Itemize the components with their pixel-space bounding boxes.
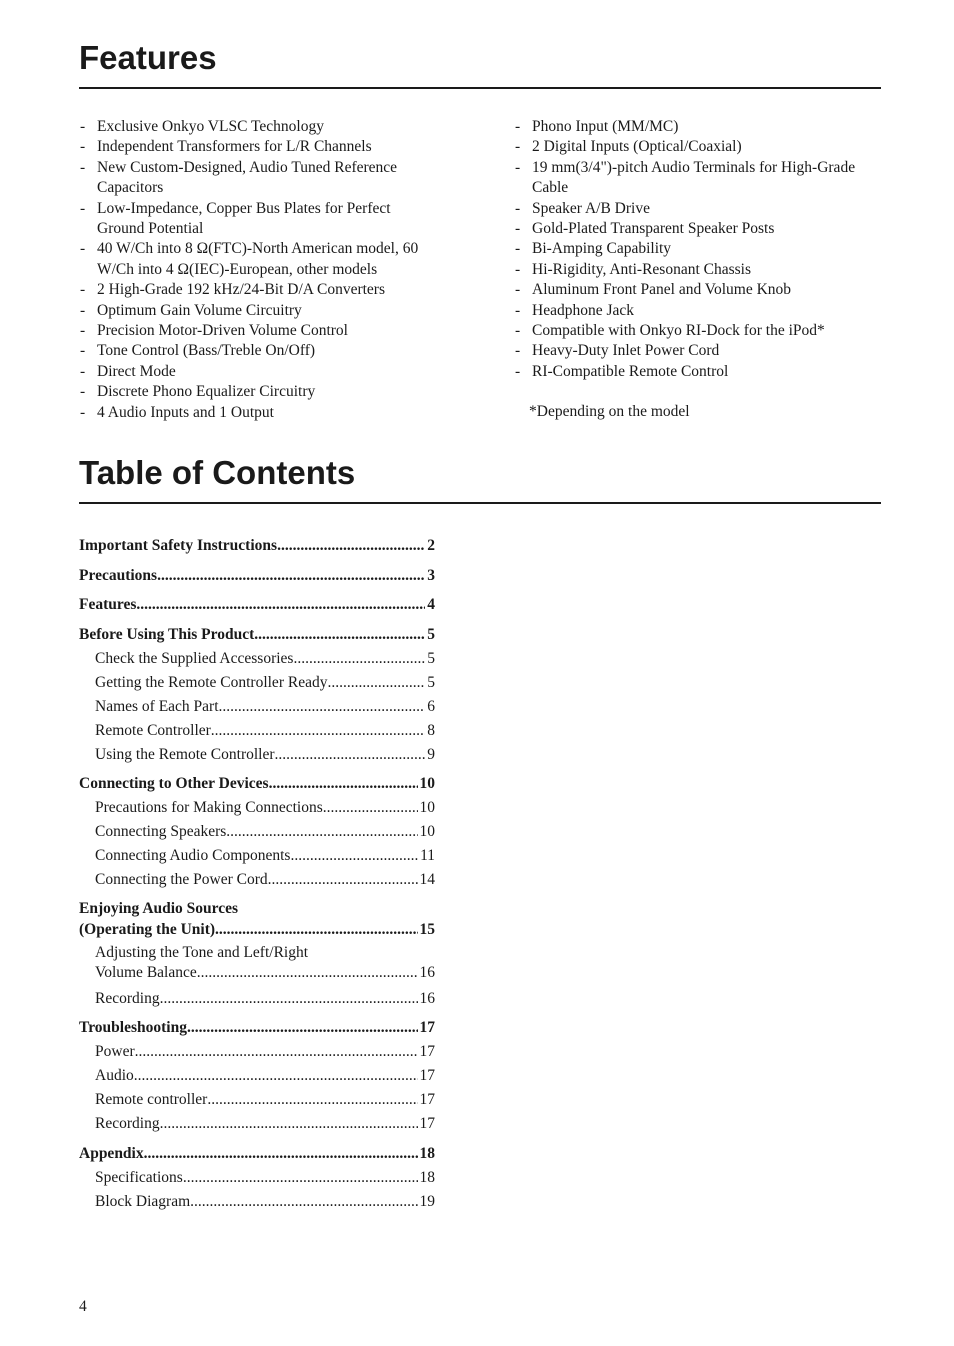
toc-page-number: 18 (419, 1168, 435, 1186)
toc-entry-row (95, 695, 435, 719)
toc-dot-leader (135, 1040, 418, 1064)
toc-page-number: 14 (419, 871, 435, 888)
feature-item: - Tone Control (Bass/Treble On/Off) (79, 341, 439, 361)
toc-subsection[interactable] (79, 1112, 435, 1136)
toc-entry-title: Before Using This Product (79, 625, 255, 643)
toc-page-number: 2 (427, 537, 435, 554)
toc-dot-leader (187, 1016, 418, 1040)
toc-entry-row (95, 671, 435, 695)
toc-entry-title: Volume Balance (95, 963, 197, 981)
feature-item: - Headphone Jack (514, 301, 884, 321)
toc-dot-leader (226, 820, 417, 844)
toc-page-number: 16 (419, 989, 435, 1007)
toc-entry-row (95, 868, 435, 892)
toc-section[interactable] (79, 772, 435, 796)
feature-item: - Exclusive Onkyo VLSC Technology (79, 117, 439, 137)
features-heading-rule (79, 87, 881, 89)
toc-section-group (79, 564, 435, 588)
toc-section-group (79, 772, 435, 892)
toc-section-group (79, 898, 435, 1011)
toc-dot-leader (268, 868, 418, 892)
toc-dot-leader (215, 919, 417, 940)
toc-subsection[interactable] (79, 1190, 435, 1214)
toc-entry-title: Connecting the Power Cord (95, 871, 268, 888)
toc-dot-leader (160, 1112, 418, 1136)
toc-entry-row (95, 987, 435, 1011)
toc-page-number: 17 (419, 1115, 435, 1132)
toc-page-number: 16 (419, 963, 435, 981)
toc-page-number: 9 (427, 745, 435, 763)
toc-page-number: 10 (419, 799, 435, 816)
toc-subsection[interactable] (79, 1064, 435, 1088)
toc-section-group (79, 534, 435, 558)
toc-dot-leader (190, 1190, 417, 1214)
toc-entry-row (79, 772, 435, 796)
toc-entry-title: Remote Controller (95, 721, 211, 739)
toc-entry-title: Important Safety Instructions (79, 537, 278, 554)
toc-page-number: 5 (427, 625, 435, 643)
toc-entry-row (79, 593, 435, 617)
toc-entry-row (95, 844, 435, 868)
toc-dot-leader (254, 623, 425, 647)
toc-page-number: 6 (427, 697, 435, 715)
toc-section-group (79, 623, 435, 767)
toc-entry-title: Precautions (79, 566, 158, 584)
toc-dot-leader (197, 963, 418, 983)
toc-page-number: 17 (419, 1067, 435, 1084)
toc-page-number: 17 (419, 1019, 435, 1036)
feature-item: - Optimum Gain Volume Circuitry (79, 301, 439, 321)
toc-heading-rule (79, 502, 881, 504)
toc-subsection[interactable] (79, 820, 435, 844)
toc-entry-title: Audio (95, 1067, 134, 1084)
toc-entry-title: Recording (95, 1115, 160, 1132)
toc-section[interactable] (79, 1016, 435, 1040)
toc-dot-leader (136, 593, 425, 617)
features-heading: Features (79, 39, 217, 76)
toc-section[interactable] (79, 623, 435, 647)
toc-section[interactable] (79, 1142, 435, 1166)
feature-item: - Phono Input (MM/MC) (514, 117, 884, 137)
toc-subsection[interactable] (79, 647, 435, 671)
toc-page-number: 5 (427, 649, 435, 667)
feature-item: - RI-Compatible Remote Control (514, 362, 884, 382)
toc-entry-title: Recording (95, 989, 160, 1007)
toc-page-number: 17 (419, 1091, 435, 1108)
toc-page-number: 4 (427, 596, 435, 613)
toc-heading: Table of Contents (79, 454, 356, 491)
toc-dot-leader (207, 1088, 417, 1112)
feature-item: - 2 High-Grade 192 kHz/24-Bit D/A Converters (79, 280, 439, 300)
toc-subsection[interactable] (79, 1166, 435, 1190)
feature-item: - Independent Transformers for L/R Channels (79, 137, 439, 157)
feature-item: - Hi-Rigidity, Anti-Resonant Chassis (514, 260, 884, 280)
toc-subsection[interactable] (79, 1040, 435, 1064)
toc-subsection[interactable] (79, 743, 435, 767)
toc-subsection[interactable] (79, 987, 435, 1011)
feature-item: - Gold-Plated Transparent Speaker Posts (514, 219, 884, 239)
toc-entry-title: Power (95, 1043, 135, 1060)
toc-entry-row (95, 1040, 435, 1064)
toc-entry-title: Appendix (79, 1144, 144, 1162)
toc-entry-row (95, 743, 435, 767)
toc-dot-leader (144, 1142, 418, 1166)
toc-entry-title: Names of Each Part (95, 697, 219, 715)
toc-dot-leader (293, 647, 425, 671)
toc-entry-row (95, 719, 435, 743)
toc-entry-title: Connecting Speakers (95, 823, 227, 840)
toc-section[interactable] (79, 898, 435, 940)
toc-dot-leader (160, 987, 418, 1011)
toc-entry-row (79, 1142, 435, 1166)
features-footnote: *Depending on the model (529, 403, 690, 420)
toc-entry-title: Troubleshooting (79, 1019, 187, 1036)
feature-item: - Discrete Phono Equalizer Circuitry (79, 382, 439, 402)
toc-section-group (79, 1016, 435, 1136)
feature-item: - Direct Mode (79, 362, 439, 382)
toc-page-number: 11 (420, 847, 435, 864)
toc-page-number: 5 (427, 673, 435, 691)
toc-dot-leader (275, 743, 426, 767)
toc-section[interactable] (79, 564, 435, 588)
toc-subsection[interactable] (79, 796, 435, 820)
toc-dot-leader (269, 772, 418, 796)
toc-entry-title: Connecting Audio Components (95, 847, 291, 864)
toc-subsection[interactable] (79, 868, 435, 892)
toc-subsection[interactable] (79, 943, 435, 983)
toc-entry-row (95, 1088, 435, 1112)
toc-entry-row (95, 1112, 435, 1136)
toc-entry-title: Getting the Remote Controller Ready (95, 673, 328, 691)
toc-entry-row (95, 796, 435, 820)
toc-dot-leader (327, 671, 425, 695)
toc-subsection[interactable] (79, 844, 435, 868)
features-list-left (79, 117, 439, 423)
feature-item: - Heavy-Duty Inlet Power Cord (514, 341, 884, 361)
toc-page-number: 18 (419, 1144, 435, 1162)
toc-entry-title: Features (79, 596, 137, 613)
toc-dot-leader (219, 695, 426, 719)
toc-dot-leader (290, 844, 418, 868)
toc-dot-leader (277, 534, 425, 558)
toc-subsection[interactable] (79, 695, 435, 719)
toc-entry-title: Connecting to Other Devices (79, 775, 269, 792)
toc-page-number: 8 (427, 721, 435, 739)
feature-item: - 40 W/Ch into 8 Ω(FTC)-North American model, 60 W/Ch into 4 Ω(IEC)-European, other models (79, 239, 439, 280)
toc-entry-title-line1: Enjoying Audio Sources (79, 899, 239, 917)
toc-dot-leader (323, 796, 418, 820)
toc-page-number: 19 (419, 1192, 435, 1210)
feature-item: - Aluminum Front Panel and Volume Knob (514, 280, 884, 300)
toc-entry-row (95, 963, 435, 983)
toc-section-group (79, 1142, 435, 1214)
page-number: 4 (79, 1298, 87, 1315)
toc-subsection[interactable] (79, 1088, 435, 1112)
toc-entry-title: Precautions for Making Connections (95, 799, 323, 816)
toc-dot-leader (157, 564, 425, 588)
toc-dot-leader (134, 1064, 418, 1088)
toc-entry-row (79, 919, 435, 940)
feature-item: - Precision Motor-Driven Volume Control (79, 321, 439, 341)
toc-dot-leader (183, 1166, 418, 1190)
toc-entry-row (95, 820, 435, 844)
toc-entry-title: Using the Remote Controller (95, 745, 275, 763)
toc-entry-row (79, 1016, 435, 1040)
feature-item: - Low-Impedance, Copper Bus Plates for Perfect Ground Potential (79, 199, 439, 240)
toc-page-number: 17 (419, 1043, 435, 1060)
feature-item: - New Custom-Designed, Audio Tuned Reference Capacitors (79, 158, 439, 199)
toc-subsection[interactable] (79, 719, 435, 743)
feature-item: - 2 Digital Inputs (Optical/Coaxial) (514, 137, 884, 157)
toc-entry-title: (Operating the Unit) (79, 920, 216, 938)
toc-dot-leader (211, 719, 425, 743)
features-list-right (514, 117, 884, 382)
toc-entry-row (95, 1190, 435, 1214)
toc-page-number: 15 (419, 920, 435, 938)
feature-item: - 4 Audio Inputs and 1 Output (79, 403, 439, 423)
toc-entry-row (79, 564, 435, 588)
toc-entry-row (79, 623, 435, 647)
toc-entry-row (95, 1064, 435, 1088)
toc-entry-title-line1: Adjusting the Tone and Left/Right (95, 943, 309, 961)
toc-page-number: 10 (419, 823, 435, 840)
feature-item: - Speaker A/B Drive (514, 199, 884, 219)
toc-section-group (79, 593, 435, 617)
feature-item: - Compatible with Onkyo RI-Dock for the iPod* (514, 321, 884, 341)
toc-entry-title: Check the Supplied Accessories (95, 649, 294, 667)
toc-entry-row (79, 534, 435, 558)
toc-section[interactable] (79, 593, 435, 617)
toc-page-number: 10 (419, 775, 435, 792)
toc-section[interactable] (79, 534, 435, 558)
toc-entry-row (95, 647, 435, 671)
toc-entry-row (95, 1166, 435, 1190)
toc-subsection[interactable] (79, 671, 435, 695)
feature-item: - 19 mm(3/4")-pitch Audio Terminals for High-Grade Cable (514, 158, 884, 199)
toc-entry-title: Specifications (95, 1168, 183, 1186)
feature-item: - Bi-Amping Capability (514, 239, 884, 259)
toc-entry-title: Block Diagram (95, 1192, 191, 1210)
toc-entry-title: Remote controller (95, 1091, 208, 1108)
toc-page-number: 3 (427, 566, 435, 584)
table-of-contents (79, 534, 435, 1219)
